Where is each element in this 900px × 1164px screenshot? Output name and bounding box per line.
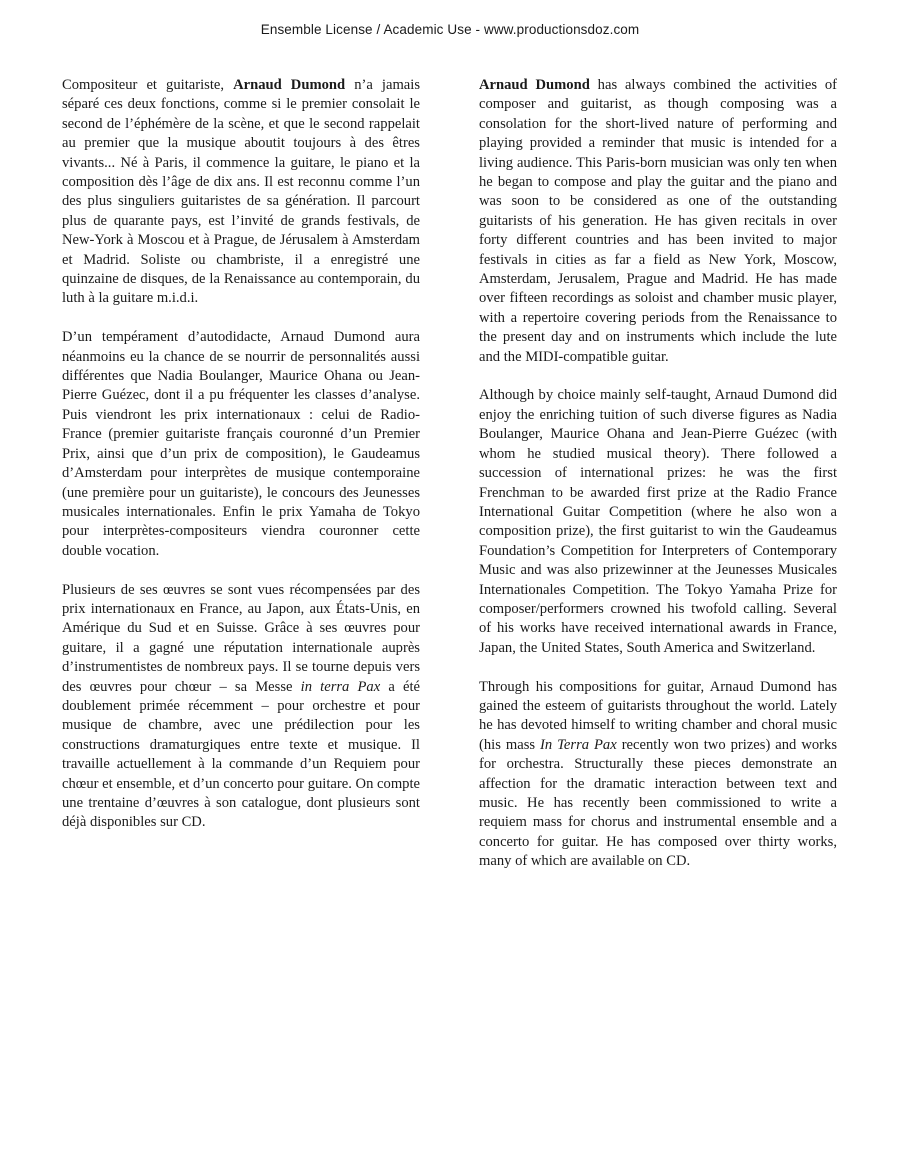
french-paragraph-3 (62, 581, 420, 833)
english-p1-text: has always combined the activities of composer and guitarist, as though composing was a consolation for the short-lived nature of performing and playing provided a reminder that music is intended for a living audience. This Paris-born musician was only ten when he began to compose and play the guitar and the piano and was soon to be considered as one of the outstanding guitarists of his generation. He has given recitals in over forty different countries and has been invited to major festivals in cities as far a field as New York, Moscow, Amsterdam, Jerusalem, Prague and Madrid. He has made over fifteen recordings as soloist and chamber music player, with a repertoire covering periods from the Renaissance to the present day and on instruments which include the lute and the MIDI-compatible guitar. (479, 77, 837, 365)
french-p1-intro: Compositeur et guitariste, (62, 77, 234, 93)
english-biography-column (479, 76, 837, 891)
english-paragraph-1 (479, 76, 837, 367)
french-paragraph-1 (62, 76, 420, 309)
english-p3-text-end: recently won two prizes) and works for orchestra. Structurally these pieces demonstrate an affection for the dramatic interaction between text and music. He has recently been commissioned to write a requiem mass for chorus and instrumental ensemble and a concerto for guitar. He has composed over thirty works, many of which are available on CD. (479, 736, 837, 870)
french-p1-composer-name: Arnaud Dumond (233, 77, 346, 93)
french-p1-text: n’a jamais séparé ces deux fonctions, comme si le premier consolait le second de l’éphémère de la scène, et que le second rappelait au premier que la musique aboutit toujours à des êtres vivants... Né à Paris, il commence la guitare, le piano et la composition dès l’âge de dix ans. Il est reconnu comme l’un des plus singuliers guitaristes de sa génération. Il parcourt plus de quarante pays, est l’invité de grands festivals, de New-York à Moscou et à Prague, de Jérusalem à Amsterdam et Madrid. Soliste ou chambriste, il a enregistré une quinzaine de disques, de la Renaissance au contemporain, du luth à la guitare m.i.d.i. (62, 77, 421, 307)
english-p1-composer-name: Arnaud Dumond (479, 77, 590, 93)
french-paragraph-2: D’un tempérament d’autodidacte, Arnaud Dumond aura néanmoins eu la chance de se nourrir de personnalités aussi différentes que Nadia Boulanger, Maurice Ohana ou Jean-Pierre Guézec, dont il a pu fréquenter les classes d’analyse. Puis viendront les prix internationaux : celui de Radio-France (premier guitariste français couronné d’un Premier Prix, ainsi que d’un prix de composition), le Gaudeamus d’Amsterdam pour interprètes de musique contemporaine (une première pour un guitariste), le concours des Jeunesses musicales internationales. Enfin le prix Yamaha de Tokyo pour interprètes-compositeurs viendra couronner cette double vocation. (62, 329, 420, 559)
page-header: Ensemble License / Academic Use - www.productionsdoz.com (260, 22, 640, 37)
english-p3-work-title: In Terra Pax (540, 736, 617, 753)
french-p3-text-start: Plusieurs de ses œuvres se sont vues récompensées par des prix internationaux en France, au Japon, aux États-Unis, en Amérique du Sud et en Suisse. Grâce à ses œuvres pour guitare, il a gagné une réputation internationale auprès d’instrumentistes de nombreux pays. Il se tourne depuis vers des œuvres pour chœur – sa Messe (62, 581, 420, 695)
french-biography-column (62, 76, 420, 852)
french-p3-work-title: in terra Pax (300, 678, 381, 695)
english-paragraph-3 (479, 678, 837, 872)
english-paragraph-2: Although by choice mainly self-taught, Arnaud Dumond did enjoy the enriching tuition of such diverse figures as Nadia Boulanger, Maurice Ohana and Jean-Pierre Guézec (with whom he studied musical theory). There followed a succession of international prizes: he was the first Frenchman to be awarded first prize at the Radio France International Guitar Competition (where he also won a composition prize), the first guitarist to win the Gaudeamus Foundation’s Competition for Interpreters of Contemporary Music and was also prizewinner at the Jeunesses Musicales Internationales Competition. The Tokyo Yamaha Prize for composer/performers crowned his twofold calling. Several of his works have received international awards in France, Japan, the United States, South America and Switzerland. (479, 387, 837, 656)
english-p3-text-start: Through his compositions for guitar, Arnaud Dumond has gained the esteem of guitarists throughout the world. Lately he has devoted himself to writing chamber and choral music (his mass (479, 678, 837, 753)
french-p3-text-end: a été doublement primée récemment – pour orchestre et pour musique de chambre, avec une prédilection pour les constructions dramaturgiques entre texte et musique. Il travaille actuellement à la commande d’un Requiem pour chœur et ensemble, et d’un concerto pour guitare. On compte une trentaine d’œuvres à son catalogue, dont plusieurs sont déjà disponibles sur CD. (62, 678, 420, 831)
